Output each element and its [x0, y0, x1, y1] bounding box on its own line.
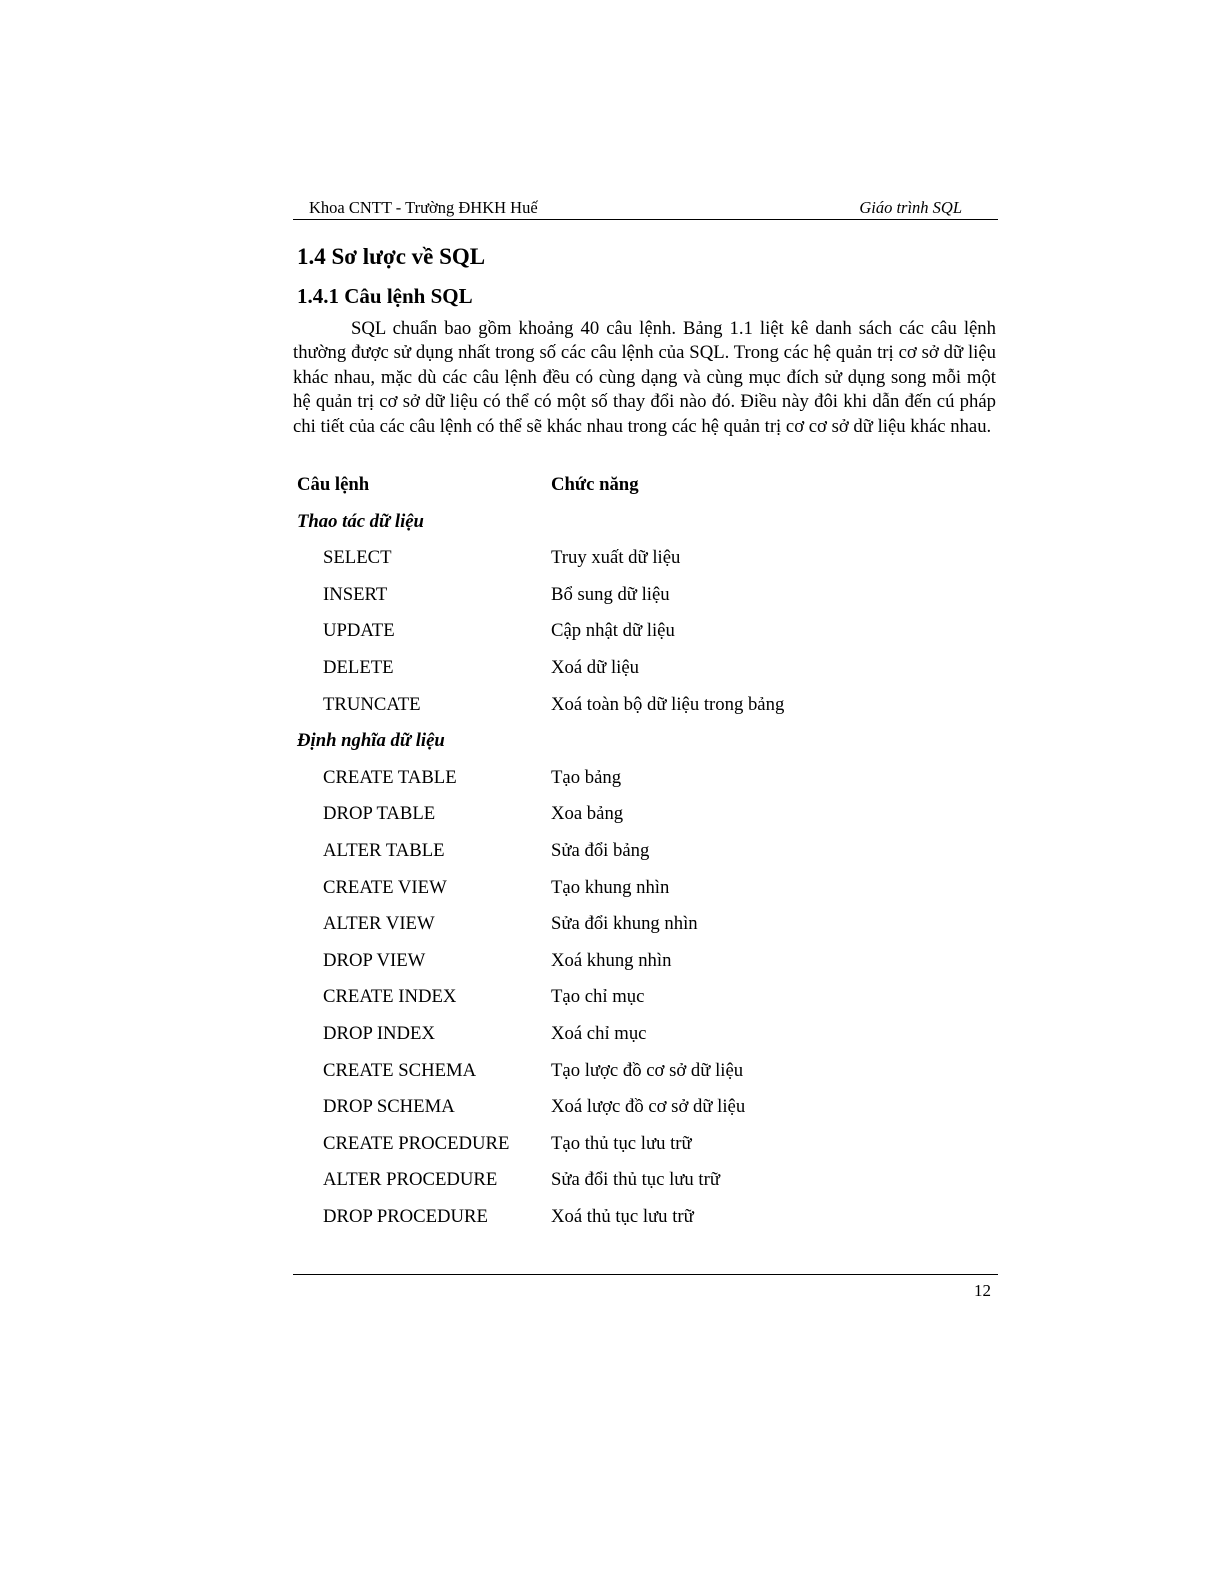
table-row [297, 1169, 997, 1206]
table-row [297, 620, 997, 657]
command-cell: INSERT [323, 583, 388, 605]
command-cell: ALTER PROCEDURE [323, 1169, 498, 1191]
command-cell: CREATE VIEW [323, 876, 447, 898]
function-cell: Xoá khung nhìn [551, 949, 672, 971]
table-row [297, 1133, 997, 1170]
function-cell: Tạo chỉ mục [551, 986, 645, 1008]
header-institution: Khoa CNTT - Trường ĐHKH Huế [309, 198, 538, 217]
command-cell: DROP PROCEDURE [323, 1205, 488, 1227]
command-cell: CREATE SCHEMA [323, 1059, 477, 1081]
table-row [297, 584, 997, 621]
table-row [297, 803, 997, 840]
table-row [297, 840, 997, 877]
table-row [297, 1096, 997, 1133]
command-cell: DROP SCHEMA [323, 1096, 455, 1118]
function-cell: Sửa đổi thủ tục lưu trữ [551, 1169, 720, 1191]
function-cell: Tạo khung nhìn [551, 876, 670, 898]
function-cell: Xoá thủ tục lưu trữ [551, 1205, 694, 1227]
header-rule [293, 219, 998, 220]
function-cell: Xoá toàn bộ dữ liệu trong bảng [551, 693, 785, 715]
table-row [297, 1023, 997, 1060]
table-row [297, 877, 997, 914]
command-cell: DELETE [323, 656, 394, 678]
function-cell: Truy xuất dữ liệu [551, 547, 681, 569]
function-cell: Xoá chỉ mục [551, 1022, 647, 1044]
function-cell: Tạo thủ tục lưu trữ [551, 1132, 692, 1154]
command-cell: CREATE INDEX [323, 986, 457, 1008]
command-cell: ALTER VIEW [323, 913, 435, 935]
table-row [297, 950, 997, 987]
function-cell: Xoa bảng [551, 803, 624, 825]
body-paragraph: SQL chuẩn bao gồm khoảng 40 câu lệnh. Bảng 1.1 liệt kê danh sách các câu lệnh thường được sử dụng nhất trong số các câu lệnh của SQL. Trong các hệ quản trị cơ sở dữ liệu khác nhau, mặc dù các câu lệnh đều có cùng dạng và cùng mục đích sử dụng song mỗi một hệ quản trị cơ sở dữ liệu có thể có một số thay đổi nào đó. Điều này đôi khi dẫn đến cú pháp chi tiết của các câu lệnh có thể sẽ khác nhau trong các hệ quản trị cơ cơ sở dữ liệu khác nhau. [293, 318, 996, 437]
table-header-row [297, 474, 997, 511]
group-title: Thao tác dữ liệu [297, 510, 424, 532]
command-cell: DROP VIEW [323, 949, 426, 971]
command-cell: ALTER TABLE [323, 839, 445, 861]
table-row [297, 1206, 997, 1243]
function-cell: Tạo bảng [551, 766, 622, 788]
command-cell: UPDATE [323, 620, 395, 642]
group-heading-data-definition [297, 730, 997, 767]
function-cell: Xoá dữ liệu [551, 656, 639, 678]
function-cell: Bổ sung dữ liệu [551, 583, 670, 605]
command-cell: CREATE TABLE [323, 766, 457, 788]
table-row [297, 657, 997, 694]
command-cell: DROP TABLE [323, 803, 436, 825]
group-title: Định nghĩa dữ liệu [297, 730, 445, 752]
page-number: 12 [974, 1281, 991, 1300]
sql-command-table [297, 474, 997, 1242]
table-row [297, 913, 997, 950]
command-cell: CREATE PROCEDURE [323, 1132, 510, 1154]
header-book-title: Giáo trình SQL [859, 198, 962, 217]
function-cell: Sửa đổi bảng [551, 839, 650, 861]
function-cell: Sửa đổi khung nhìn [551, 913, 698, 935]
group-heading-data-manipulation [297, 511, 997, 548]
command-cell: SELECT [323, 547, 392, 569]
subsection-title: 1.4.1 Câu lệnh SQL [297, 284, 473, 308]
table-row [297, 767, 997, 804]
function-cell: Tạo lược đồ cơ sở dữ liệu [551, 1059, 744, 1081]
command-cell: DROP INDEX [323, 1022, 435, 1044]
table-row [297, 547, 997, 584]
section-title: 1.4 Sơ lược về SQL [297, 244, 486, 269]
column-header-function: Chức năng [551, 474, 639, 495]
function-cell: Xoá lược đồ cơ sở dữ liệu [551, 1096, 746, 1118]
function-cell: Cập nhật dữ liệu [551, 620, 675, 642]
table-row [297, 1060, 997, 1097]
table-row [297, 986, 997, 1023]
footer-rule [293, 1274, 998, 1275]
column-header-command: Câu lệnh [297, 474, 370, 495]
running-header [307, 198, 972, 220]
command-cell: TRUNCATE [323, 693, 421, 715]
table-row [297, 694, 997, 731]
